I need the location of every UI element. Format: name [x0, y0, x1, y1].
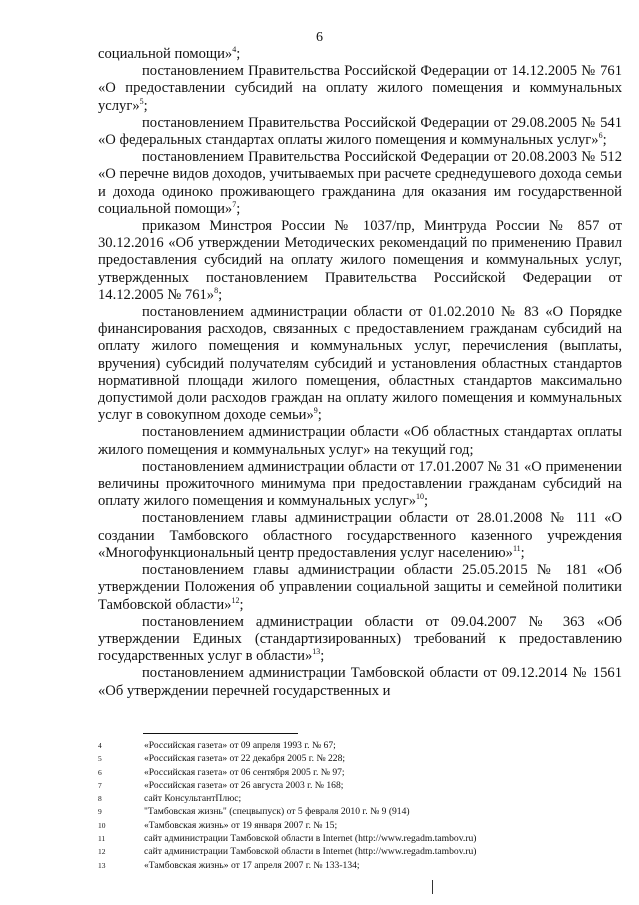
footnote-ref: 12 — [231, 595, 240, 605]
paragraph-text: постановлением главы администрации области 25.05.2015 № 181 «Об утверждении Положения об управлении социальной защиты и семейной политики Тамбовской области» — [98, 562, 622, 613]
paragraph-text: постановлением администрации области от 09.04.2007 № 363 «Об утверждении Единых (стандартизированных) требований к предоставлению государственных услуг в области» — [98, 613, 622, 665]
footnote-ref: 5 — [139, 96, 144, 106]
paragraph — [98, 665, 622, 699]
paragraph-text: постановлением администрации Тамбовской области от 09.12.2014 № 1561 «Об утверждении перечней государственных и — [98, 665, 622, 699]
paragraph — [98, 304, 622, 424]
footnote — [98, 739, 622, 752]
footnote-number: 7 — [98, 780, 102, 790]
footnote-text: «Российская газета» от 26 августа 2003 г. № 168; — [144, 779, 344, 791]
footnote-text: сайт КонсультантПлюс; — [144, 793, 242, 805]
paragraph — [98, 424, 622, 458]
footnote-ref: 10 — [416, 492, 425, 502]
paragraph-text: постановлением Правительства Российской Федерации от 29.08.2005 № 541 «О федеральных стандартах оплаты жилого помещения и коммунальных услуг» — [98, 114, 622, 149]
footnotes — [98, 739, 622, 872]
paragraph — [98, 562, 622, 614]
footnote — [98, 805, 622, 818]
paragraph-tail: ; — [239, 596, 244, 613]
footnote — [98, 845, 622, 858]
footnote-text: сайт администрации Тамбовской области в Internet (http://www.regadm.tambov.ru) — [144, 846, 477, 858]
paragraph — [98, 459, 622, 511]
footnote-number: 4 — [98, 741, 102, 750]
paragraph-tail: ; — [520, 544, 525, 561]
footnote-text: «Российская газета» от 22 декабря 2005 г. № 228; — [144, 753, 346, 765]
footnote-text: «Тамбовская жизнь» от 19 января 2007 г. № 15; — [144, 819, 338, 831]
paragraph — [98, 115, 622, 149]
paragraph — [98, 149, 622, 218]
paragraph — [98, 46, 622, 63]
document-body — [98, 46, 622, 700]
footnote-number: 5 — [98, 754, 102, 764]
footnote — [98, 832, 622, 845]
paragraph — [98, 218, 622, 304]
footnote-text: "Тамбовская жизнь" (спецвыпуск) от 5 февраля 2010 г. № 9 (914) — [144, 806, 410, 818]
footnote — [98, 819, 622, 832]
paragraph-text: постановлением Правительства Российской Федерации от 20.08.2003 № 512 «О перечне видов доходов, учитываемых при расчете среднедушевого дохода семьи и дохода одиноко проживающего гражданина для оказания им государственной социальной помощи» — [98, 149, 622, 217]
paragraph-tail: ; — [218, 286, 223, 303]
paragraph-text: постановлением главы администрации области от 28.01.2008 № 111 «О создании Тамбовского областного государственного казенного учреждения «Многофункциональный центр предоставления услуг населению» — [98, 510, 622, 561]
footnote-ref: 13 — [312, 647, 321, 657]
footnote-ref: 4 — [232, 45, 237, 55]
paragraph-tail: ; — [143, 97, 148, 114]
footnote-number: 6 — [98, 767, 102, 777]
paragraph — [98, 63, 622, 115]
paragraph — [98, 510, 622, 562]
footnote-number: 12 — [98, 847, 106, 857]
paragraph-text: приказом Минстроя России № 1037/пр, Минтруда России № 857 от 30.12.2016 «Об утверждении Методических рекомендаций по применению Правил предоставления субсидий на оплату жилого помещения и коммунальных услуг, утвержденных постановлением Правительства Российской Федерации от 14.12.2005 № 761» — [98, 218, 622, 303]
scan-artifact — [432, 880, 433, 894]
footnote-ref: 8 — [214, 285, 219, 295]
footnote-number: 11 — [98, 834, 106, 844]
page-number: 6 — [316, 30, 323, 45]
paragraph-tail: ; — [424, 493, 429, 510]
footnote-number: 13 — [98, 860, 106, 870]
paragraph-tail: ; — [236, 46, 241, 62]
footnote-ref: 11 — [512, 544, 521, 554]
footnote-text: сайт администрации Тамбовской области в Internet (http://www.regadm.tambov.ru) — [144, 833, 477, 845]
paragraph-tail: ; — [317, 407, 322, 424]
footnote-text: «Российская газета» от 09 апреля 1993 г. № 67; — [144, 740, 336, 751]
paragraph — [98, 614, 622, 666]
footnote-text: «Российская газета» от 06 сентября 2005 г. № 97; — [144, 766, 345, 778]
footnote-separator — [143, 733, 298, 734]
footnote-text: «Тамбовская жизнь» от 17 апреля 2007 г. № 133-134; — [144, 859, 360, 871]
footnote-ref: 6 — [598, 131, 603, 141]
footnote-number: 8 — [98, 794, 102, 804]
footnote — [98, 779, 622, 792]
footnote — [98, 752, 622, 765]
paragraph-tail: ; — [602, 132, 607, 149]
footnote — [98, 792, 622, 805]
paragraph-text: постановлением Правительства Российской Федерации от 14.12.2005 № 761 «О предоставлении субсидий на оплату жилого помещения и коммунальных услуг» — [98, 63, 622, 114]
footnote-number: 10 — [98, 820, 106, 830]
paragraph-text: постановлением администрации области от 01.02.2010 № 83 «О Порядке финансирования расходов, связанных с предоставлением гражданам субсидий на оплату жилого помещения и коммунальных услуг, перечисления (выплаты, вручения) субсидий получателям субсидий и установления областных стандартов нормативной площади жилого помещения, областных стандартов максимально допустимой доли расходов граждан на оплату жилого помещения и коммунальных услуг в совокупном доходе семьи» — [98, 304, 622, 424]
paragraph-tail: ; — [236, 200, 241, 217]
paragraph-text: постановлением администрации области «Об областных стандартах оплаты жилого помещения и коммунальных услуг» на текущий год; — [98, 424, 622, 458]
footnote-number: 9 — [98, 807, 102, 817]
footnote — [98, 766, 622, 779]
paragraph-text: социальной помощи» — [98, 46, 233, 62]
footnote — [98, 859, 622, 872]
paragraph-text: постановлением администрации области от 17.01.2007 № 31 «О применении величины прожиточного минимума при предоставлении гражданам субсидий на оплату жилого помещения и коммунальных услуг» — [98, 458, 622, 510]
footnote-ref: 7 — [232, 199, 237, 209]
paragraph-tail: ; — [320, 648, 325, 665]
footnote-ref: 9 — [313, 406, 318, 416]
